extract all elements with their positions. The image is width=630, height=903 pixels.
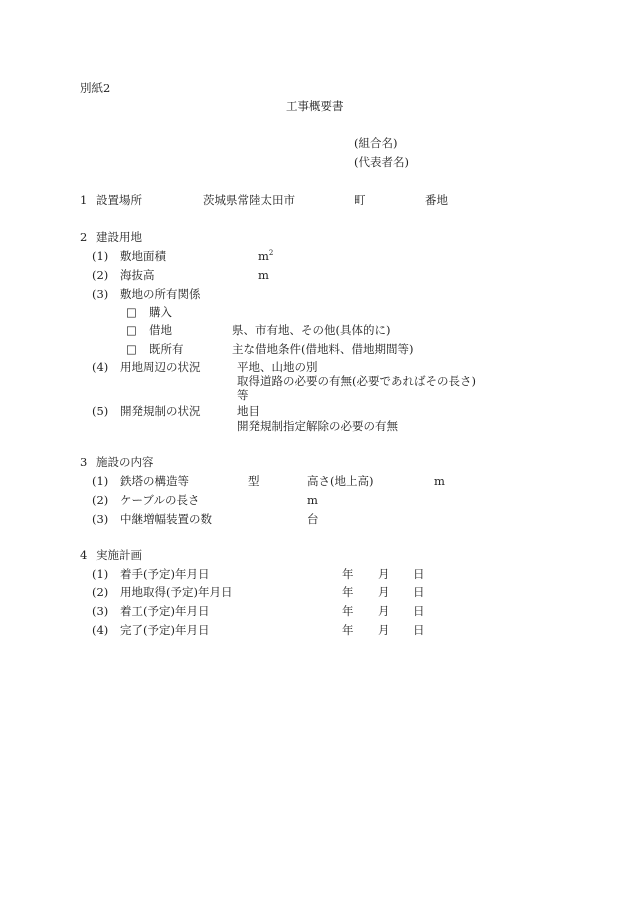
section-number: 1 (80, 193, 88, 207)
prefecture-city: 茨城県常陸太田市 (203, 193, 295, 207)
tower-height-label: 高さ(地上高) (307, 474, 374, 488)
attachment-label: 別紙2 (80, 81, 111, 95)
year-unit: 年 (342, 567, 354, 581)
item-number: (4) (92, 623, 109, 637)
year-unit: 年 (342, 585, 354, 599)
cable-length-label: ケーブルの長さ (120, 493, 200, 507)
altitude-unit: m (258, 268, 269, 282)
section-number: 4 (80, 548, 88, 562)
development-line: 開発規制指定解除の必要の有無 (237, 419, 398, 433)
start-date-label: 着手(予定)年月日 (120, 567, 210, 581)
item-number: (4) (92, 360, 109, 374)
item-number: (1) (92, 567, 109, 581)
day-unit: 日 (413, 623, 425, 637)
completion-date-label: 完了(予定)年月日 (120, 623, 210, 637)
surroundings-line: 等 (237, 388, 249, 402)
union-name-label: (組合名) (354, 136, 398, 150)
tower-height-unit: m (434, 474, 445, 488)
checkbox-owned[interactable]: □ (126, 342, 137, 356)
item-number: (3) (92, 287, 109, 301)
year-unit: 年 (342, 604, 354, 618)
amplifier-count-unit: 台 (307, 512, 319, 526)
lot-unit: 番地 (425, 193, 448, 207)
section-heading: 施設の内容 (96, 455, 154, 469)
land-acquisition-date-label: 用地取得(予定)年月日 (120, 585, 233, 599)
item-number: (2) (92, 493, 109, 507)
section-number: 3 (80, 455, 88, 469)
option-purchase-label: 購入 (149, 305, 172, 319)
representative-label: (代表者名) (354, 155, 409, 169)
surroundings-line: 平地、山地の別 (237, 360, 318, 374)
town-unit: 町 (354, 193, 366, 207)
month-unit: 月 (378, 585, 390, 599)
item-number: (3) (92, 512, 109, 526)
day-unit: 日 (413, 585, 425, 599)
month-unit: 月 (378, 567, 390, 581)
option-lease-label: 借地 (149, 323, 172, 337)
section-number: 2 (80, 230, 88, 244)
year-unit: 年 (342, 623, 354, 637)
item-number: (2) (92, 268, 109, 282)
checkbox-purchase[interactable]: □ (126, 305, 137, 319)
month-unit: 月 (378, 604, 390, 618)
section-heading: 実施計画 (96, 548, 142, 562)
document-title: 工事概要書 (286, 99, 344, 113)
item-number: (3) (92, 604, 109, 618)
section-heading: 建設用地 (96, 230, 142, 244)
tower-type-unit: 型 (248, 474, 260, 488)
option-lease-note: 県、市有地、その他(具体的に) (232, 323, 391, 337)
month-unit: 月 (378, 623, 390, 637)
surroundings-line: 取得道路の必要の有無(必要であればその長さ) (237, 374, 476, 388)
construction-start-date-label: 着工(予定)年月日 (120, 604, 210, 618)
item-number: (2) (92, 585, 109, 599)
development-line: 地目 (237, 404, 260, 418)
amplifier-count-label: 中継増幅装置の数 (120, 512, 212, 526)
cable-length-unit: m (307, 493, 318, 507)
item-number: (5) (92, 404, 109, 418)
surroundings-label: 用地周辺の状況 (120, 360, 201, 374)
item-number: (1) (92, 474, 109, 488)
checkbox-lease[interactable]: □ (126, 323, 137, 337)
development-restriction-label: 開発規制の状況 (120, 404, 201, 418)
tower-structure-label: 鉄塔の構造等 (120, 474, 189, 488)
option-owned-note: 主な借地条件(借地料、借地期間等) (232, 342, 414, 356)
day-unit: 日 (413, 567, 425, 581)
ownership-label: 敷地の所有関係 (120, 287, 201, 301)
site-area-unit: $m^2$ (258, 249, 274, 263)
section-heading: 設置場所 (96, 193, 142, 207)
option-owned-label: 既所有 (149, 342, 184, 356)
altitude-label: 海抜高 (120, 268, 155, 282)
day-unit: 日 (413, 604, 425, 618)
item-number: (1) (92, 249, 109, 263)
site-area-label: 敷地面積 (120, 249, 166, 263)
